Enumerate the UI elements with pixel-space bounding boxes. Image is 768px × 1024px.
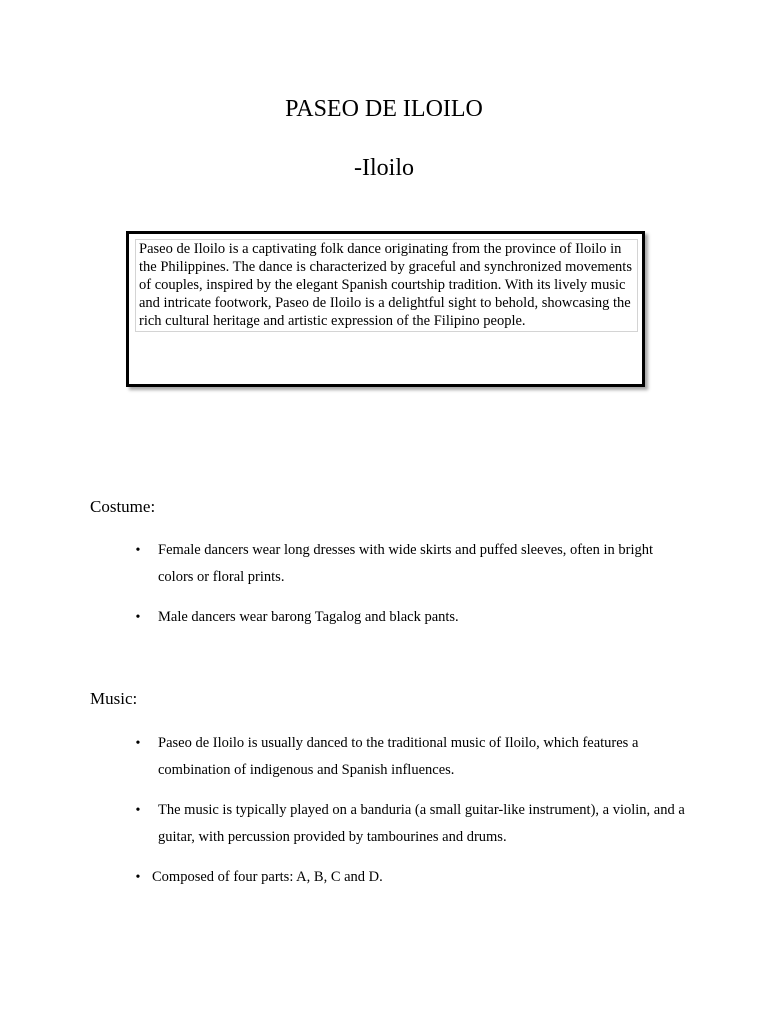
bullet-icon: • — [135, 610, 141, 625]
list-item-text: Paseo de Iloilo is usually danced to the traditional music of Iloilo, which features a combination of indigenous and Spanish influences. — [158, 735, 639, 778]
intro-paragraph: Paseo de Iloilo is a captivating folk dance originating from the province of Iloilo in the Philippines. The dance is characterized by graceful and synchronized movements of couples, inspired by the elegant Spanish courtship tradition. With its lively music and intricate footwork, Paseo de Iloilo is a delightful sight to behold, showcasing the rich cultural heritage and artistic expression of the Filipino people. — [135, 239, 638, 332]
list-item-text: Female dancers wear long dresses with wide skirts and puffed sleeves, often in bright colors or floral prints. — [158, 542, 654, 585]
bullet-icon: • — [135, 870, 141, 885]
bullet-icon: • — [135, 803, 141, 818]
list-item-text: Male dancers wear barong Tagalog and black pants. — [158, 609, 459, 625]
list-item-text: Composed of four parts: A, B, C and D. — [152, 869, 383, 885]
bullet-icon: • — [135, 736, 141, 751]
intro-text-box — [126, 231, 645, 387]
document-subtitle: -Iloilo — [354, 155, 414, 181]
bullet-icon: • — [135, 543, 141, 558]
costume-heading: Costume: — [90, 497, 156, 516]
music-heading: Music: — [90, 689, 138, 708]
document-title: PASEO DE ILOILO — [285, 96, 483, 122]
list-item-text: The music is typically played on a banduria (a small guitar-like instrument), a violin, and a guitar, with percussion provided by tambourines and drums. — [158, 802, 685, 845]
